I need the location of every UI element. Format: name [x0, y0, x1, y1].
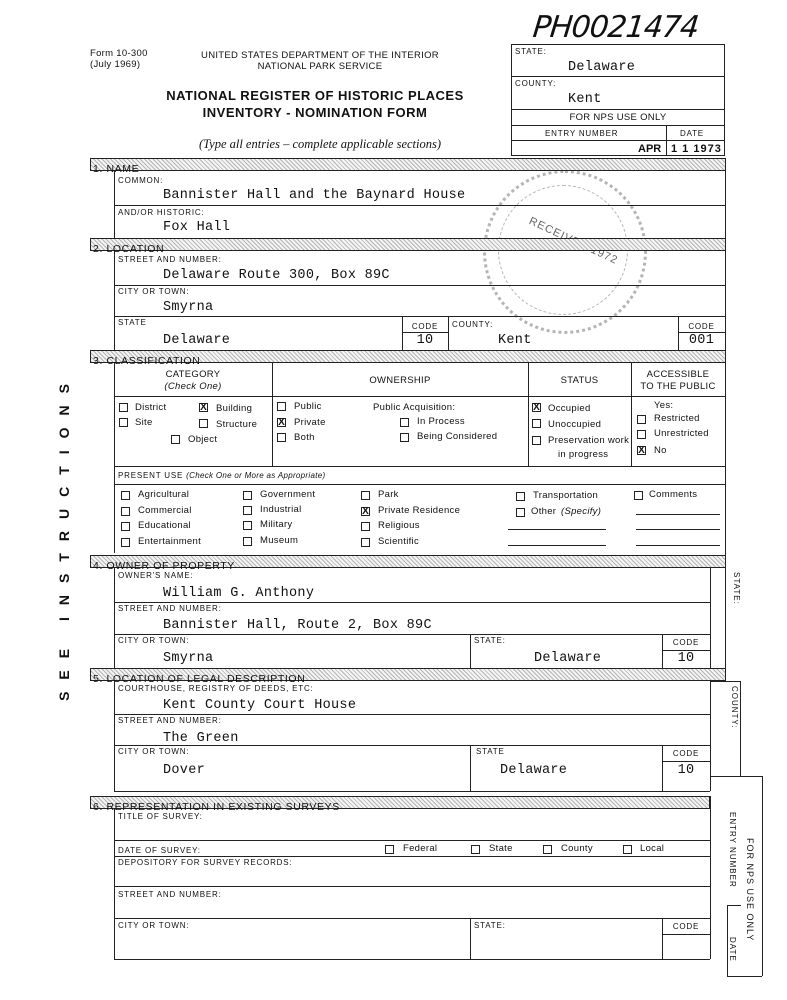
courthouse-label: COURTHOUSE, REGISTRY OF DEEDS, ETC: [118, 684, 314, 693]
use-military-checkbox[interactable] [243, 521, 252, 530]
side-county-label: COUNTY: [730, 686, 739, 729]
legal-city-label: CITY OR TOWN: [118, 747, 190, 756]
building-checkbox[interactable]: X [200, 402, 207, 413]
use-scientific-label: Scientific [378, 536, 420, 547]
survey-title-label: TITLE OF SURVEY: [118, 812, 203, 821]
use-park-checkbox[interactable] [361, 491, 370, 500]
use-scientific-checkbox[interactable] [361, 538, 370, 547]
use-government-label: Government [260, 489, 316, 500]
owner-street: Bannister Hall, Route 2, Box 89C [163, 618, 432, 633]
object-label: Object [188, 434, 218, 445]
side-state-label: STATE: [732, 572, 741, 605]
use-religious-label: Religious [378, 520, 420, 531]
use-religious-checkbox[interactable] [361, 522, 370, 531]
use-agricultural-label: Agricultural [138, 489, 190, 500]
use-comments-label: Comments [649, 489, 698, 500]
entry-number-value: APR [638, 143, 662, 155]
entry-number-label: ENTRY NUMBER [545, 129, 619, 138]
being-considered-label: Being Considered [417, 431, 498, 442]
use-industrial-label: Industrial [260, 504, 302, 515]
form-id: Form 10-300 [90, 48, 148, 59]
being-considered-checkbox[interactable] [400, 433, 409, 442]
common-label: COMMON: [118, 176, 164, 185]
use-military-label: Military [260, 519, 293, 530]
legal-code-label: CODE [672, 749, 700, 758]
use-government-checkbox[interactable] [243, 491, 252, 500]
see-instructions: SEE INSTRUCTIONS [56, 372, 72, 701]
common-name: Bannister Hall and the Baynard House [163, 188, 466, 203]
legal-code: 10 [677, 763, 695, 778]
use-entertainment-checkbox[interactable] [121, 538, 130, 547]
no-checkbox[interactable]: X [638, 445, 645, 456]
location-county-code: 001 [688, 333, 715, 348]
use-entertainment-label: Entertainment [138, 536, 202, 547]
public-label: Public [294, 401, 322, 412]
form-title-2: INVENTORY - NOMINATION FORM [202, 105, 428, 120]
owner-city: Smyrna [163, 651, 214, 666]
owner-code-label: CODE [672, 638, 700, 647]
depository-label: DEPOSITORY FOR SURVEY RECORDS: [118, 858, 293, 867]
private-checkbox[interactable]: X [278, 417, 285, 428]
use-other-checkbox[interactable] [516, 508, 525, 517]
reference-number: PH0021474 [531, 10, 701, 45]
use-museum-checkbox[interactable] [243, 537, 252, 546]
present-use-title: PRESENT USE [118, 471, 184, 480]
category-head: CATEGORY [165, 369, 221, 380]
category-subhead: (Check One) [164, 381, 222, 392]
form-title-1: NATIONAL REGISTER OF HISTORIC PLACES [166, 88, 464, 103]
use-comments-checkbox[interactable] [634, 491, 643, 500]
side-entry-number: ENTRY NUMBER [728, 812, 737, 888]
occupied-checkbox[interactable]: X [533, 402, 540, 413]
use-private-residence-label: Private Residence [378, 505, 461, 516]
district-checkbox[interactable] [119, 403, 128, 412]
location-state: Delaware [163, 333, 231, 348]
owner-state: Delaware [534, 651, 602, 666]
use-park-label: Park [378, 489, 399, 500]
date-value: 1 1 1973 [671, 143, 722, 155]
owner-city-label: CITY OR TOWN: [118, 636, 190, 645]
use-private-residence-checkbox[interactable]: X [362, 506, 369, 517]
historic-label: AND/OR HISTORIC: [118, 208, 205, 217]
restricted-label: Restricted [654, 413, 700, 424]
top-state-value: Delaware [568, 60, 636, 75]
county-code-label: CODE [688, 322, 715, 331]
owner-street-label: STREET AND NUMBER: [118, 604, 222, 613]
use-commercial-checkbox[interactable] [121, 507, 130, 516]
legal-street-label: STREET AND NUMBER: [118, 716, 222, 725]
owner-code: 10 [677, 651, 695, 666]
local-checkbox[interactable] [623, 845, 632, 854]
status-head: STATUS [560, 375, 599, 386]
use-other-label: Other [531, 506, 557, 517]
legal-street: The Green [163, 731, 239, 746]
owner-name: William G. Anthony [163, 586, 315, 601]
restricted-checkbox[interactable] [637, 415, 646, 424]
legal-state: Delaware [500, 763, 568, 778]
federal-label: Federal [403, 843, 438, 854]
top-state-label: STATE: [515, 47, 547, 56]
survey-street-label: STREET AND NUMBER: [118, 890, 222, 899]
agency-name: UNITED STATES DEPARTMENT OF THE INTERIOR [201, 50, 439, 61]
public-acquisition-label: Public Acquisition: [373, 402, 456, 413]
section-2-heading: 2. LOCATION [90, 238, 726, 251]
use-agricultural-checkbox[interactable] [121, 491, 130, 500]
section-1-heading: 1. NAME [90, 158, 726, 171]
historic-name: Fox Hall [163, 220, 231, 235]
both-checkbox[interactable] [277, 433, 286, 442]
site-checkbox[interactable] [119, 418, 128, 427]
service-name: NATIONAL PARK SERVICE [257, 61, 383, 72]
occupied-label: Occupied [548, 403, 591, 414]
side-nps-use-only: FOR NPS USE ONLY [745, 838, 755, 942]
type-instructions: (Type all entries – complete applicable sections) [198, 137, 442, 151]
courthouse: Kent County Court House [163, 698, 357, 713]
side-date: DATE [728, 937, 737, 962]
use-museum-label: Museum [260, 535, 299, 546]
state-code-label: CODE [411, 322, 439, 331]
city-label: CITY OR TOWN: [118, 287, 190, 296]
survey-city-label: CITY OR TOWN: [118, 921, 190, 930]
no-label: No [654, 445, 667, 456]
location-street: Delaware Route 300, Box 89C [163, 268, 390, 283]
owner-state-label: STATE: [474, 636, 506, 645]
county-survey-label: County [561, 843, 593, 854]
state-survey-checkbox[interactable] [471, 845, 480, 854]
street-label: STREET AND NUMBER: [118, 255, 222, 264]
use-educational-label: Educational [138, 520, 191, 531]
building-label: Building [216, 403, 253, 414]
owner-name-label: OWNER'S NAME: [118, 571, 194, 580]
present-use-label [118, 471, 325, 480]
location-city: Smyrna [163, 300, 214, 315]
preservation-label-1: Preservation work [548, 435, 630, 446]
state-survey-label: State [489, 843, 513, 854]
survey-code-label: CODE [672, 922, 700, 931]
date-label: DATE [680, 129, 704, 138]
county-label: COUNTY: [452, 320, 494, 329]
accessible-head-1: ACCESSIBLE [646, 369, 710, 380]
structure-label: Structure [216, 419, 258, 430]
present-use-note: (Check One or More as Appropriate) [186, 471, 326, 480]
federal-checkbox[interactable] [385, 845, 394, 854]
unoccupied-checkbox[interactable] [532, 419, 541, 428]
section-5-heading: 5. LOCATION OF LEGAL DESCRIPTION [90, 668, 726, 681]
use-transportation-checkbox[interactable] [516, 492, 525, 501]
location-state-label: STATE [118, 318, 147, 327]
legal-state-label: STATE [476, 747, 505, 756]
section-4-heading: 4. OWNER OF PROPERTY [90, 555, 726, 568]
object-checkbox[interactable] [171, 435, 180, 444]
in-process-label: In Process [417, 416, 465, 427]
nps-use-only-label: FOR NPS USE ONLY [569, 112, 667, 123]
ownership-head: OWNERSHIP [369, 375, 431, 386]
in-process-checkbox[interactable] [400, 418, 409, 427]
survey-state-label: STATE: [474, 921, 506, 930]
top-county-value: Kent [568, 92, 602, 107]
location-county: Kent [498, 333, 532, 348]
use-commercial-label: Commercial [138, 505, 192, 516]
preservation-label-2: in progress [558, 449, 609, 460]
section-6-heading: 6. REPRESENTATION IN EXISTING SURVEYS [90, 796, 710, 809]
unrestricted-label: Unrestricted [654, 428, 709, 439]
form-date: (July 1969) [90, 59, 141, 70]
public-checkbox[interactable] [277, 402, 286, 411]
unrestricted-checkbox[interactable] [637, 430, 646, 439]
site-label: Site [135, 417, 153, 428]
section-3-heading: 3. CLASSIFICATION [90, 350, 726, 363]
preservation-checkbox[interactable] [532, 436, 541, 445]
local-label: Local [640, 843, 665, 854]
accessible-head-2: TO THE PUBLIC [640, 381, 716, 392]
yes-label: Yes: [654, 400, 674, 411]
location-state-code: 10 [416, 333, 434, 348]
both-label: Both [294, 432, 315, 443]
unoccupied-label: Unoccupied [548, 419, 602, 430]
top-county-label: COUNTY: [515, 79, 557, 88]
use-transportation-label: Transportation [533, 490, 599, 501]
use-other-specify: (Specify) [561, 506, 602, 517]
survey-date-label: DATE OF SURVEY: [118, 846, 201, 855]
private-label: Private [294, 417, 326, 428]
use-industrial-checkbox[interactable] [243, 506, 252, 515]
county-survey-checkbox[interactable] [543, 845, 552, 854]
structure-checkbox[interactable] [199, 419, 208, 428]
legal-city: Dover [163, 763, 206, 778]
use-educational-checkbox[interactable] [121, 522, 130, 531]
district-label: District [135, 402, 167, 413]
